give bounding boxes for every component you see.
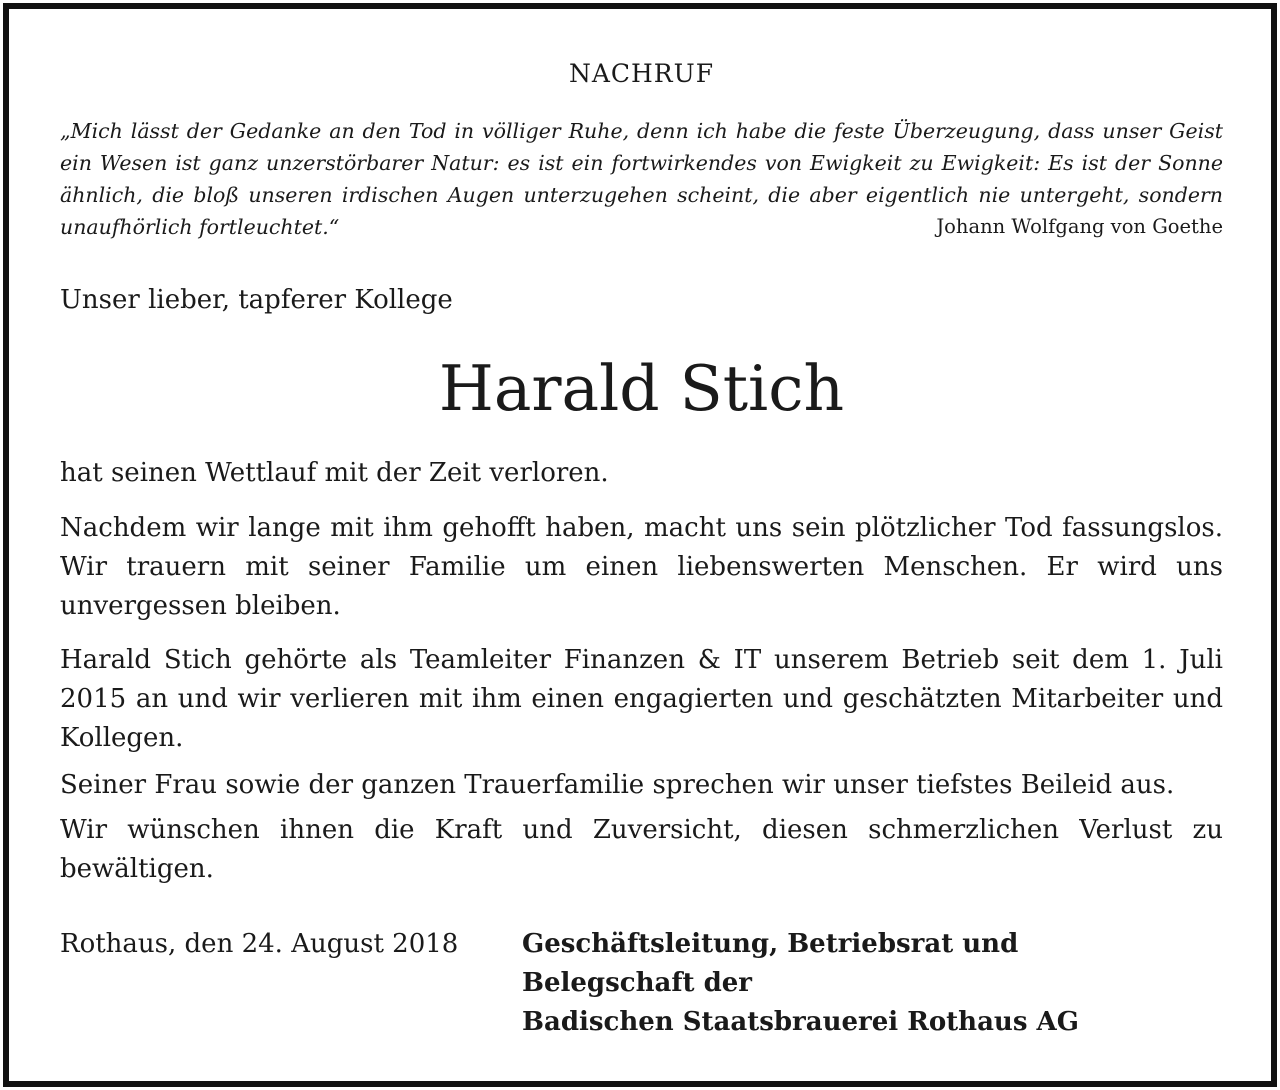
signatory-line: Badischen Staatsbrauerei Rothaus AG	[522, 1007, 1079, 1037]
signatory-line: Geschäftsleitung, Betriebsrat und	[522, 929, 1019, 959]
quote-author: Johann Wolfgang von Goethe	[936, 215, 1223, 238]
paragraph: Wir wünschen ihnen die Kraft und Zuversicht, diesen schmerzlichen Verlust zu bewältigen.	[60, 815, 1223, 884]
notice-heading: NACHRUF	[568, 59, 715, 88]
intro-line: Unser lieber, tapferer Kollege	[60, 285, 453, 315]
signatory-line: Belegschaft der	[522, 968, 753, 998]
obituary-notice	[3, 3, 1277, 1087]
signatories	[522, 925, 1079, 1042]
place-date: Rothaus, den 24. August 2018	[60, 929, 459, 959]
paragraph: Seiner Frau sowie der ganzen Trauerfamilie sprechen wir unser tiefstes Beileid aus.	[60, 770, 1175, 800]
deceased-name: Harald Stich	[438, 352, 845, 425]
paragraph: Nachdem wir lange mit ihm gehofft haben, macht uns sein plötzlicher Tod fassungslos. Wir trauern mit seiner Familie um einen liebenswerten Menschen. Er wird uns unvergessen bleiben.	[60, 513, 1223, 621]
paragraph: Harald Stich gehörte als Teamleiter Finanzen & IT unserem Betrieb seit dem 1. Juli 2015 an und wir verlieren mit ihm einen engagierten und geschätzten Mitarbeiter und Kollegen.	[60, 645, 1223, 753]
goethe-quote: „Mich lässt der Gedanke an den Tod in völliger Ruhe, denn ich habe die feste Überzeugung, dass unser Geist ein Wesen ist ganz unzerstörbarer Natur: es ist ein fortwirkendes von Ewigkeit zu Ewigkeit: Es ist der Sonne ähnlich, die bloß unseren irdischen Augen unterzugehen scheint, die aber eigentlich nie untergeht, sondern unaufhörlich fortleuchtet.“	[60, 119, 1223, 239]
paragraph: hat seinen Wettlauf mit der Zeit verloren.	[60, 458, 609, 488]
